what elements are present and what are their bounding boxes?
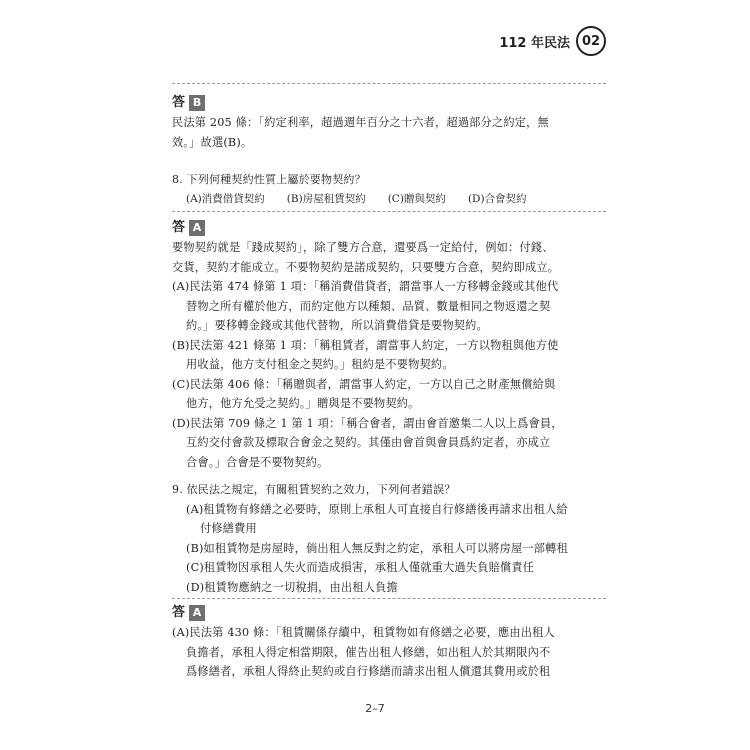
- option-b: (B)如租賃物是房屋時，倘出租人無反對之約定，承租人可以將房屋一部轉租: [186, 541, 568, 555]
- answer-badge: A: [189, 605, 205, 621]
- section-divider: [172, 83, 606, 84]
- explanation-line: 約。」要移轉金錢或其他代替物，所以消費借貸是要物契約。: [186, 319, 488, 332]
- answer-label: 答 B: [172, 93, 606, 113]
- section-divider: [172, 598, 606, 599]
- chapter-badge: 02: [576, 26, 606, 56]
- option-a: (A)消費借貸契約: [186, 192, 265, 205]
- option-c: (C)贈與契約: [387, 192, 446, 205]
- answer-block-8: [172, 218, 606, 472]
- answer-text-line: 民法第 205 條：「約定利率，超過週年百分之十六者，超過部分之約定，無: [172, 116, 549, 129]
- option-b: (B)房屋租賃契約: [286, 192, 366, 205]
- question-text: 8. 下列何種契約性質上屬於要物契約？: [172, 173, 366, 186]
- answer-label: 答 A: [172, 603, 606, 623]
- explanation-line: 合會。」合會是不要物契約。: [186, 455, 329, 469]
- question-options: [172, 190, 606, 210]
- explanation-line: 他方，他方允受之契約。」贈與是不要物契約。: [186, 397, 420, 410]
- question-9: [172, 480, 606, 597]
- option-d: (D)租賃物應納之一切稅捐，由出租人負擔: [186, 580, 398, 594]
- explanation-line: (C)民法第 406 條：「稱贈與者，謂當事人約定，一方以自己之財產無償給與: [172, 377, 556, 391]
- question-text: 9. 依民法之規定，有關租賃契約之效力，下列何者錯誤？: [172, 483, 456, 496]
- answer-badge: B: [189, 95, 205, 111]
- option-a-cont: 付修繕費用: [200, 522, 257, 535]
- explanation-line: (A)民法第 474 條第 1 項：「稱消費借貸者，謂當事人一方移轉金錢或其他代: [172, 280, 559, 293]
- explanation-line: (A)民法第 430 條：「租賃關係存續中，租賃物如有修繕之必要，應由出租人: [172, 626, 555, 639]
- option-a: (A)租賃物有修繕之必要時，原則上承租人可直接自行修繕後再請求出租人給: [186, 502, 568, 516]
- answer-label: 答 A: [172, 218, 606, 238]
- answer-text-line: 效。」故選(B)。: [172, 135, 253, 149]
- header-title: 112 年民法: [499, 35, 570, 51]
- answer-badge: A: [189, 220, 205, 236]
- explanation-line: (D)民法第 709 條之 1 第 1 項：「稱合會者，謂由會首邀集二人以上爲會員，: [172, 416, 563, 430]
- question-8: [172, 170, 606, 209]
- option-c: (C)租賃物因承租人失火而造成損害，承租人僅就重大過失負賠償責任: [186, 561, 535, 574]
- explanation-line: 替物之所有權於他方，而約定他方以種類、品質、數量相同之物返還之契: [186, 299, 551, 313]
- explanation-line: 負擔者，承租人得定相當期限，催告出租人修繕，如出租人於其期限內不: [186, 645, 551, 659]
- answer-text-line: 交貨，契約才能成立。不要物契約是諾成契約，只要雙方合意，契約即成立。: [172, 260, 560, 274]
- explanation-line: (B)民法第 421 條第 1 項：「稱租賃者，謂當事人約定，一方以物租與他方使: [172, 338, 559, 352]
- page-header: [499, 26, 606, 56]
- answer-block-7: [172, 93, 606, 152]
- explanation-line: 用收益，他方支付租金之契約。」租約是不要物契約。: [186, 358, 454, 371]
- answer-block-9: [172, 603, 606, 682]
- page-number: 2–7: [365, 702, 385, 715]
- answer-text-line: 要物契約就是「踐成契約」，除了雙方合意，還要爲一定給付，例如：付錢、: [172, 241, 554, 254]
- explanation-line: 互約交付會款及標取合會金之契約。其僅由會首與會員爲約定者，亦成立: [186, 436, 551, 449]
- explanation-line: 爲修繕者，承租人得終止契約或自行修繕而請求出租人償還其費用或於租: [186, 665, 551, 678]
- option-d: (D)合會契約: [467, 192, 527, 205]
- section-divider: [172, 211, 606, 212]
